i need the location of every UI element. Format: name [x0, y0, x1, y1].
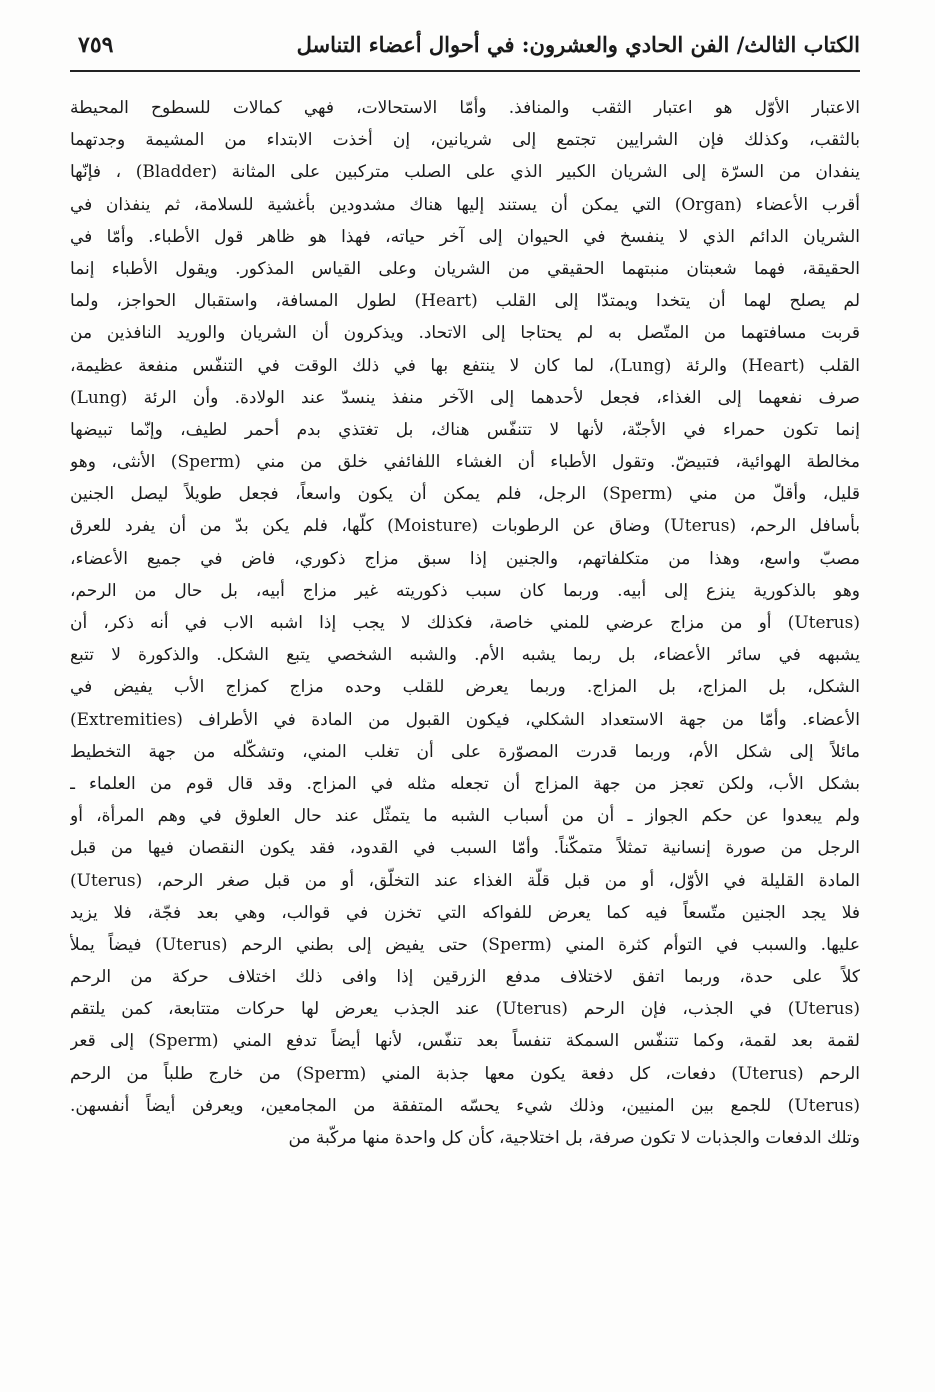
header-rule: [70, 70, 860, 72]
text-line: بأسافل الرحم، (Uterus) وضاق عن الرطوبات (Moisture) كلّها، فلم يكن بدّ من أن يفرد للعرق: [70, 516, 860, 537]
text-line: القلب (Heart) والرئة (Lung)، لما كان لا ينتفع بها في ذلك الوقت في التنفّس منفعة عظيمة،: [70, 355, 860, 376]
text-line: الحقيقة، فهما شعبتان منبتهما الحقيقي من الشريان وعلى القياس المذكور. ويقول الأطباء إنما: [70, 258, 860, 279]
text-line: (Uterus) أو من مزاج عرضي للمني خاصة، فكذلك لا يجب إذا اشبه الاب في أنه ذكر، أن: [70, 613, 860, 633]
text-line: مصبّ واسع، وهذا من متكلفاتهم، والجنين إذا سبق مزاج ذكوري، فاض في جميع الأعضاء،: [70, 548, 860, 569]
text-line: وتلك الدفعات والجذبات لا تكون صرفة، بل اختلاجية، كأن كل واحدة منها مركّبة من: [288, 1128, 860, 1148]
text-line: أقرب الأعضاء (Organ) التي يمكن أن يستند إليها هناك مشدودين بأغشية للسلامة، ثم ينفذان في: [70, 194, 860, 215]
text-line: لم يصلح لهما أن يتخدا ويمتدّا إلى القلب (Heart) لطول المسافة، واستقبال الحواجز، ولما: [70, 291, 860, 312]
text-line: الاعتبار الأوّل هو اعتبار الثقب والمنافذ. وأمّا الاستحالات، فهي كمالات للسطوح المحيطة: [70, 98, 860, 118]
text-line: الرحم (Uterus) دفعات، كل دفعة يكون معها جذبة المني (Sperm) من خارج طلباً من الرحم: [70, 1063, 860, 1084]
text-line: الأعضاء. وأمّا من جهة الاستعداد الشكلي، فيكون القبول من المادة في الأطراف (Extremities): [70, 709, 860, 730]
text-line: الشريان الدائم الذي لا ينفسخ في الحيوان إلى آخر حياته، فهذا هو ظاهر قول الأطباء. وأمّا في: [70, 226, 860, 247]
text-line: مخالطة الهوائية، فتبيضّ. وتقول الأطباء أن الغشاء اللفائفي خلق من مني (Sperm) الأنثى، وهو: [70, 452, 860, 473]
body-text: [70, 92, 860, 1154]
text-line: مائلاً إلى شكل الأم، وربما قدرت المصوّرة على أن تغلب المني، وتشكّله من جهة التخطيط: [70, 741, 860, 762]
text-line: عليها. والسبب في التوأم كثرة المني (Sperm) حتى يفيض إلى بطني الرحم (Uterus) فيضاً يملأ: [70, 934, 860, 955]
text-line: وهو بالذكورية ينزع إلى أبيه. وربما كان سبب ذكوريته غير مزاج أبيه، بل حال من الرحم،: [70, 580, 860, 601]
text-line: الشكل، بل المزاج، بل المزاج. وربما يعرض للقلب وحده مزاج كمزاج الأب يفيض في: [70, 677, 860, 698]
text-line: المادة القليلة في الأوّل، أو من قبل قلّة الغذاء عند التخلّق، أو من قبل صغر الرحم، (Uterus): [70, 870, 860, 891]
text-line: ينفدان من السرّة إلى الشريان الكبير الذي على الصلب متركبين على المثانة (Bladder) ، فإنّها: [70, 162, 860, 183]
running-title: الكتاب الثالث/ الفن الحادي والعشرون: في أحوال أعضاء التناسل: [296, 32, 860, 57]
text-line: الرجل من صورة إنسانية تمثلاً متمكّناً. وأمّا السبب في القدود، فقد يكون النقصان فيها من قبل: [70, 838, 860, 859]
text-line: بشكل الأب، ولكن تعجز من جهة المزاج أن تجعله مثله في المزاج. وقد قال قوم من العلماء ـ: [70, 773, 860, 794]
text-line: فلا يجد الجنين متّسعاً فيه كما يعرض للفواكه التي تخزن في قوالب، وهي بعد فجّة، فلا يزيد: [70, 902, 860, 923]
page-number: ٧٥٩: [78, 32, 114, 58]
text-line: (Uterus) في الجذب، فإن الرحم (Uterus) عند الجذب يعرض لها حركات متتابعة، كمن يلتقم: [70, 999, 860, 1020]
text-line: قليل، وأقلّ من مني (Sperm) الرجل، فلم يمكن أن يكون واسعاً، فجعل طويلاً ليصل الجنين: [70, 484, 860, 505]
text-line: إنما تكون حمراء في الأجنّة، لأنها لا تتنفّس هناك، بل تغتذي بدم أحمر لطيف، وإنّما تبيضها: [70, 419, 860, 440]
text-line: قربت مسافتهما من المتّصل به لم يحتاجا إلى الاتحاد. ويذكرون أن الشريان والوريد النافذين من: [70, 323, 860, 344]
text-line: صرف نفعهما إلى الغذاء، فجعل لأحدهما إلى الآخر منفذ ينسدّ عند الولادة. وأن الرئة (Lung): [70, 387, 860, 408]
text-line: يشبهه في سائر الأعضاء، بل ربما يشبه الأم. والشبه الشخصي يتبع الشكل. والذكورة لا تتبع: [70, 645, 860, 666]
text-line: كلاً على حدة، وربما اتفق لاختلاف مدفع الزرقين إذا وافى ذلك اختلاف حركة من الرحم: [70, 967, 860, 988]
running-head: [70, 28, 860, 72]
text-line: ولم يبعدوا عن حكم الجواز ـ أن من أسباب الشبه ما يتمثّل عند حال العلوق في وهم المرأة، أو: [70, 806, 860, 827]
text-line: (Uterus) للجمع بين المنيين، وذلك شيء يحسّه المتفقة من المجامعين، ويعرفن أيضاً أنفسهن.: [70, 1095, 860, 1116]
text-line: بالثقب، وكذلك فإن الشرايين تجتمع إلى شريانين، إن أخذت الابتداء من المشيمة وجدتهما: [70, 130, 860, 151]
text-line: لقمة بعد لقمة، وكما تتنفّس السمكة تنفساً بعد تنفّس، لأنها أيضاً تدفع المني (Sperm) إلى قعر: [70, 1031, 860, 1052]
